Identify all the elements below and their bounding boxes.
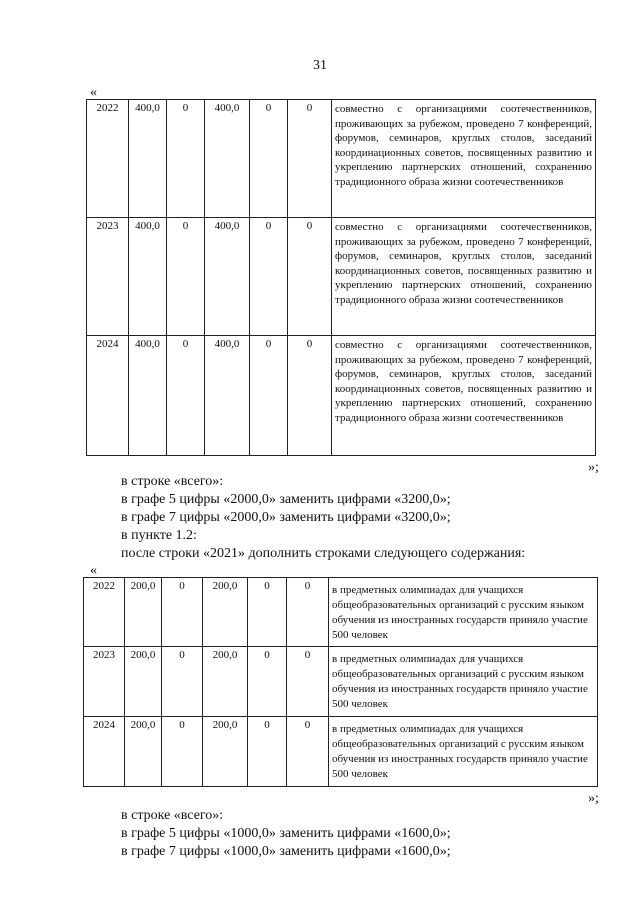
cell-description: совместно с организациями соотечественников, проживающих за рубежом, проведено 7 конференций, форумов, семинаров, круглых столов, заседаний координационных советов, посвященных развитию и укреплению партнерских отношений, сохранению традиционного образа жизни соотечественников [332, 218, 596, 336]
cell-description: в предметных олимпиадах для учащихся общеобразовательных организаций с русским языком обучения из иностранных государств приняло участие 500 человек [329, 717, 598, 787]
cell-value: 0 [248, 717, 287, 787]
cell-value: 0 [250, 218, 288, 336]
cell-value: 400,0 [129, 218, 167, 336]
cell-value: 0 [167, 336, 205, 456]
cell-value: 0 [288, 100, 332, 218]
cell-value: 0 [250, 336, 288, 456]
cell-year: 2023 [84, 647, 125, 717]
table-row [84, 647, 598, 717]
instruction-line: в графе 7 цифры «2000,0» заменить цифрами «3200,0»; [121, 510, 451, 525]
cell-value: 0 [287, 578, 329, 647]
table-row [87, 336, 596, 456]
cell-value: 200,0 [203, 717, 248, 787]
cell-year: 2024 [87, 336, 129, 456]
table-row [87, 100, 596, 218]
cell-year: 2024 [84, 717, 125, 787]
cell-value: 200,0 [125, 578, 162, 647]
open-quote-2: « [90, 563, 97, 578]
instruction-line: после строки «2021» дополнить строками следующего содержания: [121, 546, 526, 561]
cell-value: 200,0 [203, 578, 248, 647]
cell-value: 0 [162, 647, 203, 717]
instruction-line: в строке «всего»: [121, 474, 224, 489]
cell-value: 0 [288, 336, 332, 456]
table-1 [86, 99, 596, 456]
cell-year: 2022 [87, 100, 129, 218]
close-quote-1: »; [588, 460, 599, 475]
cell-value: 400,0 [205, 100, 250, 218]
table-row [84, 578, 598, 647]
cell-value: 0 [250, 100, 288, 218]
cell-value: 200,0 [125, 647, 162, 717]
open-quote-1: « [90, 85, 97, 100]
cell-value: 0 [162, 578, 203, 647]
cell-description: совместно с организациями соотечественников, проживающих за рубежом, проведено 7 конференций, форумов, семинаров, круглых столов, заседаний координационных советов, посвященных развитию и укреплению партнерских отношений, сохранению традиционного образа жизни соотечественников [332, 100, 596, 218]
cell-value: 400,0 [129, 100, 167, 218]
table-row [84, 717, 598, 787]
cell-value: 400,0 [205, 336, 250, 456]
cell-value: 0 [248, 647, 287, 717]
close-quote-2: »; [588, 791, 599, 806]
cell-value: 0 [167, 218, 205, 336]
instruction-line: в графе 5 цифры «2000,0» заменить цифрами «3200,0»; [121, 492, 451, 507]
cell-value: 400,0 [205, 218, 250, 336]
instruction-line: в пункте 1.2: [121, 528, 197, 543]
instruction-line: в строке «всего»: [121, 808, 224, 823]
cell-value: 0 [162, 717, 203, 787]
cell-value: 0 [288, 218, 332, 336]
cell-value: 0 [248, 578, 287, 647]
cell-value: 0 [287, 717, 329, 787]
cell-value: 0 [167, 100, 205, 218]
table-2 [83, 577, 598, 787]
instruction-line: в графе 5 цифры «1000,0» заменить цифрами «1600,0»; [121, 826, 451, 841]
cell-description: в предметных олимпиадах для учащихся общеобразовательных организаций с русским языком обучения из иностранных государств приняло участие 500 человек [329, 647, 598, 717]
cell-year: 2022 [84, 578, 125, 647]
cell-value: 400,0 [129, 336, 167, 456]
cell-value: 0 [287, 647, 329, 717]
cell-description: совместно с организациями соотечественников, проживающих за рубежом, проведено 7 конференций, форумов, семинаров, круглых столов, заседаний координационных советов, посвященных развитию и укреплению партнерских отношений, сохранению традиционного образа жизни соотечественников [332, 336, 596, 456]
instruction-line: в графе 7 цифры «1000,0» заменить цифрами «1600,0»; [121, 844, 451, 859]
cell-value: 200,0 [203, 647, 248, 717]
cell-year: 2023 [87, 218, 129, 336]
cell-value: 200,0 [125, 717, 162, 787]
table-row [87, 218, 596, 336]
cell-description: в предметных олимпиадах для учащихся общеобразовательных организаций с русским языком обучения из иностранных государств приняло участие 500 человек [329, 578, 598, 647]
page-number: 31 [313, 58, 327, 73]
